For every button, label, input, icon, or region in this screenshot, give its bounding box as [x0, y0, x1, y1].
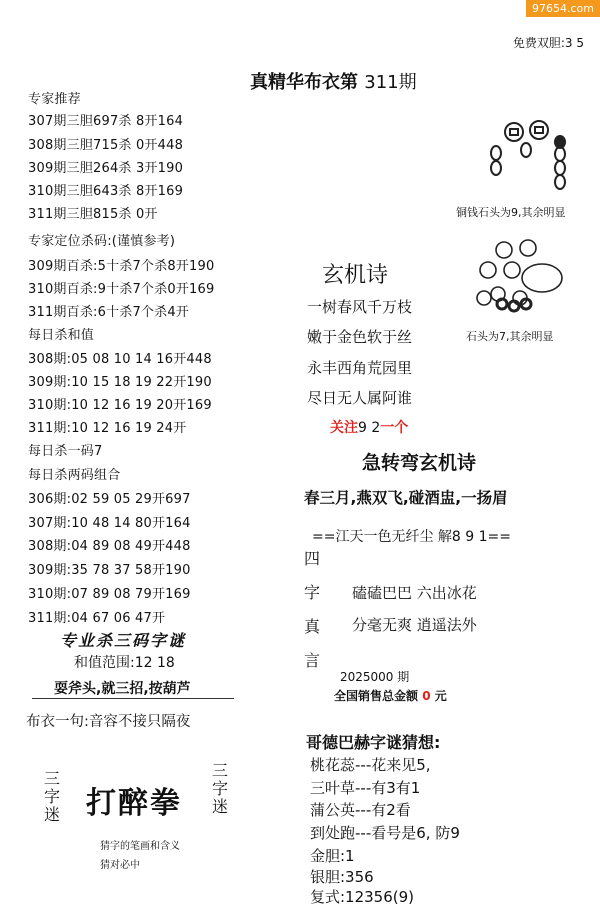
goldbach-line: 桃花蕊---花来见5,	[310, 756, 431, 774]
turn-poem-line: 春三月,燕双飞,碰酒盅,一扬眉	[304, 489, 508, 507]
left-line: 专家定位杀码:(谨慎参考)	[28, 234, 176, 249]
title-main: 真精华布衣第	[250, 72, 358, 93]
left-line: 310期三胆643杀 8开169	[28, 184, 184, 199]
sales-label: 全国销售总金额	[334, 689, 419, 703]
left-line: 309期百杀:5十杀7个杀8开190	[28, 259, 215, 274]
left-line: 311期百杀:6十杀7个杀4开	[28, 305, 190, 320]
left-line: 311期:10 12 16 19 24开	[28, 421, 187, 436]
focus-label: 关注	[330, 420, 358, 436]
goldbach-line: 蒲公英---有2看	[310, 801, 411, 819]
four-word-char: 真	[304, 617, 321, 636]
riddle-hint: 猜对必中	[100, 860, 140, 871]
divider	[32, 698, 234, 699]
left-line: 311期:04 67 06 47开	[28, 611, 166, 626]
turn-poem-solution: ==江天一色无纤尘 解8 9 1==	[312, 529, 511, 545]
riddle-slogan: 耍斧头,就三招,按葫芦	[54, 681, 191, 697]
turn-poem-title: 急转弯玄机诗	[362, 452, 477, 474]
riddle-phrase: 打醉拳	[86, 786, 182, 821]
four-word-line: 分毫无爽 逍遥法外	[352, 616, 477, 634]
mystic-poem-title: 玄机诗	[322, 263, 389, 288]
four-word-char: 四	[304, 549, 321, 568]
focus-suffix: 一个	[380, 420, 409, 436]
riddle-label-right: 三字迷	[211, 761, 228, 816]
free-double-pick: 免费双胆:3 5	[512, 36, 584, 50]
left-line: 310期百杀:9十杀7个杀0开169	[28, 282, 215, 297]
page-title	[250, 68, 417, 94]
site-watermark: 97654.com	[526, 0, 600, 17]
focus-line	[330, 417, 408, 437]
goldbach-line: 复式:12356(9)	[310, 888, 415, 906]
sum-range: 和值范围:12 18	[74, 655, 175, 671]
copper-coins-illustration	[484, 118, 584, 190]
four-word-char: 字	[304, 583, 321, 602]
sales-issue: 2025000 期	[340, 670, 410, 684]
title-issue: 311期	[364, 72, 417, 93]
left-line: 307期:10 48 14 80开164	[28, 516, 191, 531]
left-line: 308期:04 89 08 49开448	[28, 539, 191, 554]
buyi-line: 布衣一句:音容不接只隔夜	[26, 714, 191, 730]
goldbach-line: 到处跑---看号是6, 防9	[310, 824, 460, 842]
left-line: 307期三胆697杀 8开164	[28, 114, 184, 129]
left-line: 308期三胆715杀 0开448	[28, 138, 184, 153]
left-line: 309期:35 78 37 58开190	[28, 563, 191, 578]
left-line: 309期三胆264杀 3开190	[28, 161, 184, 176]
four-word-line: 磕磕巴巴 六出冰花	[352, 584, 477, 602]
poem-line: 永丰西角荒园里	[307, 359, 413, 377]
coin-caption: 铜钱石头为9,其余明显	[456, 206, 566, 219]
goldbach-line: 三叶草---有3有1	[310, 779, 421, 797]
stones-illustration	[474, 238, 574, 318]
left-line: 309期:10 15 18 19 22开190	[28, 375, 212, 390]
sales-amount: 0	[422, 689, 431, 703]
sales-unit: 元	[434, 689, 447, 703]
left-line: 310期:07 89 08 79开169	[28, 587, 191, 602]
riddle-hint: 猜字的笔画和含义	[100, 841, 180, 852]
left-line: 306期:02 59 05 29开697	[28, 492, 191, 507]
goldbach-title: 哥德巴赫字谜猜想:	[306, 733, 441, 752]
poem-line: 嫩于金色软于丝	[307, 328, 413, 346]
left-line: 每日杀和值	[28, 328, 95, 343]
sales-total	[334, 687, 447, 704]
goldbach-line: 银胆:356	[310, 868, 374, 886]
left-line: 311期三胆815杀 0开	[28, 207, 158, 222]
four-word-char: 言	[304, 651, 321, 670]
left-line: 专家推荐	[28, 92, 81, 107]
stone-caption: 石头为7,其余明显	[466, 330, 554, 343]
poem-line: 一树春风千万枝	[307, 298, 413, 316]
focus-nums: 9 2	[358, 420, 381, 436]
left-line: 310期:10 12 16 19 20开169	[28, 398, 212, 413]
left-line: 每日杀两码组合	[28, 468, 121, 483]
left-line: 每日杀一码7	[28, 444, 103, 459]
riddle-box-title: 专业杀三码字谜	[60, 631, 187, 650]
riddle-label-left: 三字迷	[43, 769, 60, 824]
left-line: 308期:05 08 10 14 16开448	[28, 352, 212, 367]
goldbach-line: 金胆:1	[310, 847, 355, 865]
poem-line: 尽日无人属阿谁	[307, 389, 413, 407]
